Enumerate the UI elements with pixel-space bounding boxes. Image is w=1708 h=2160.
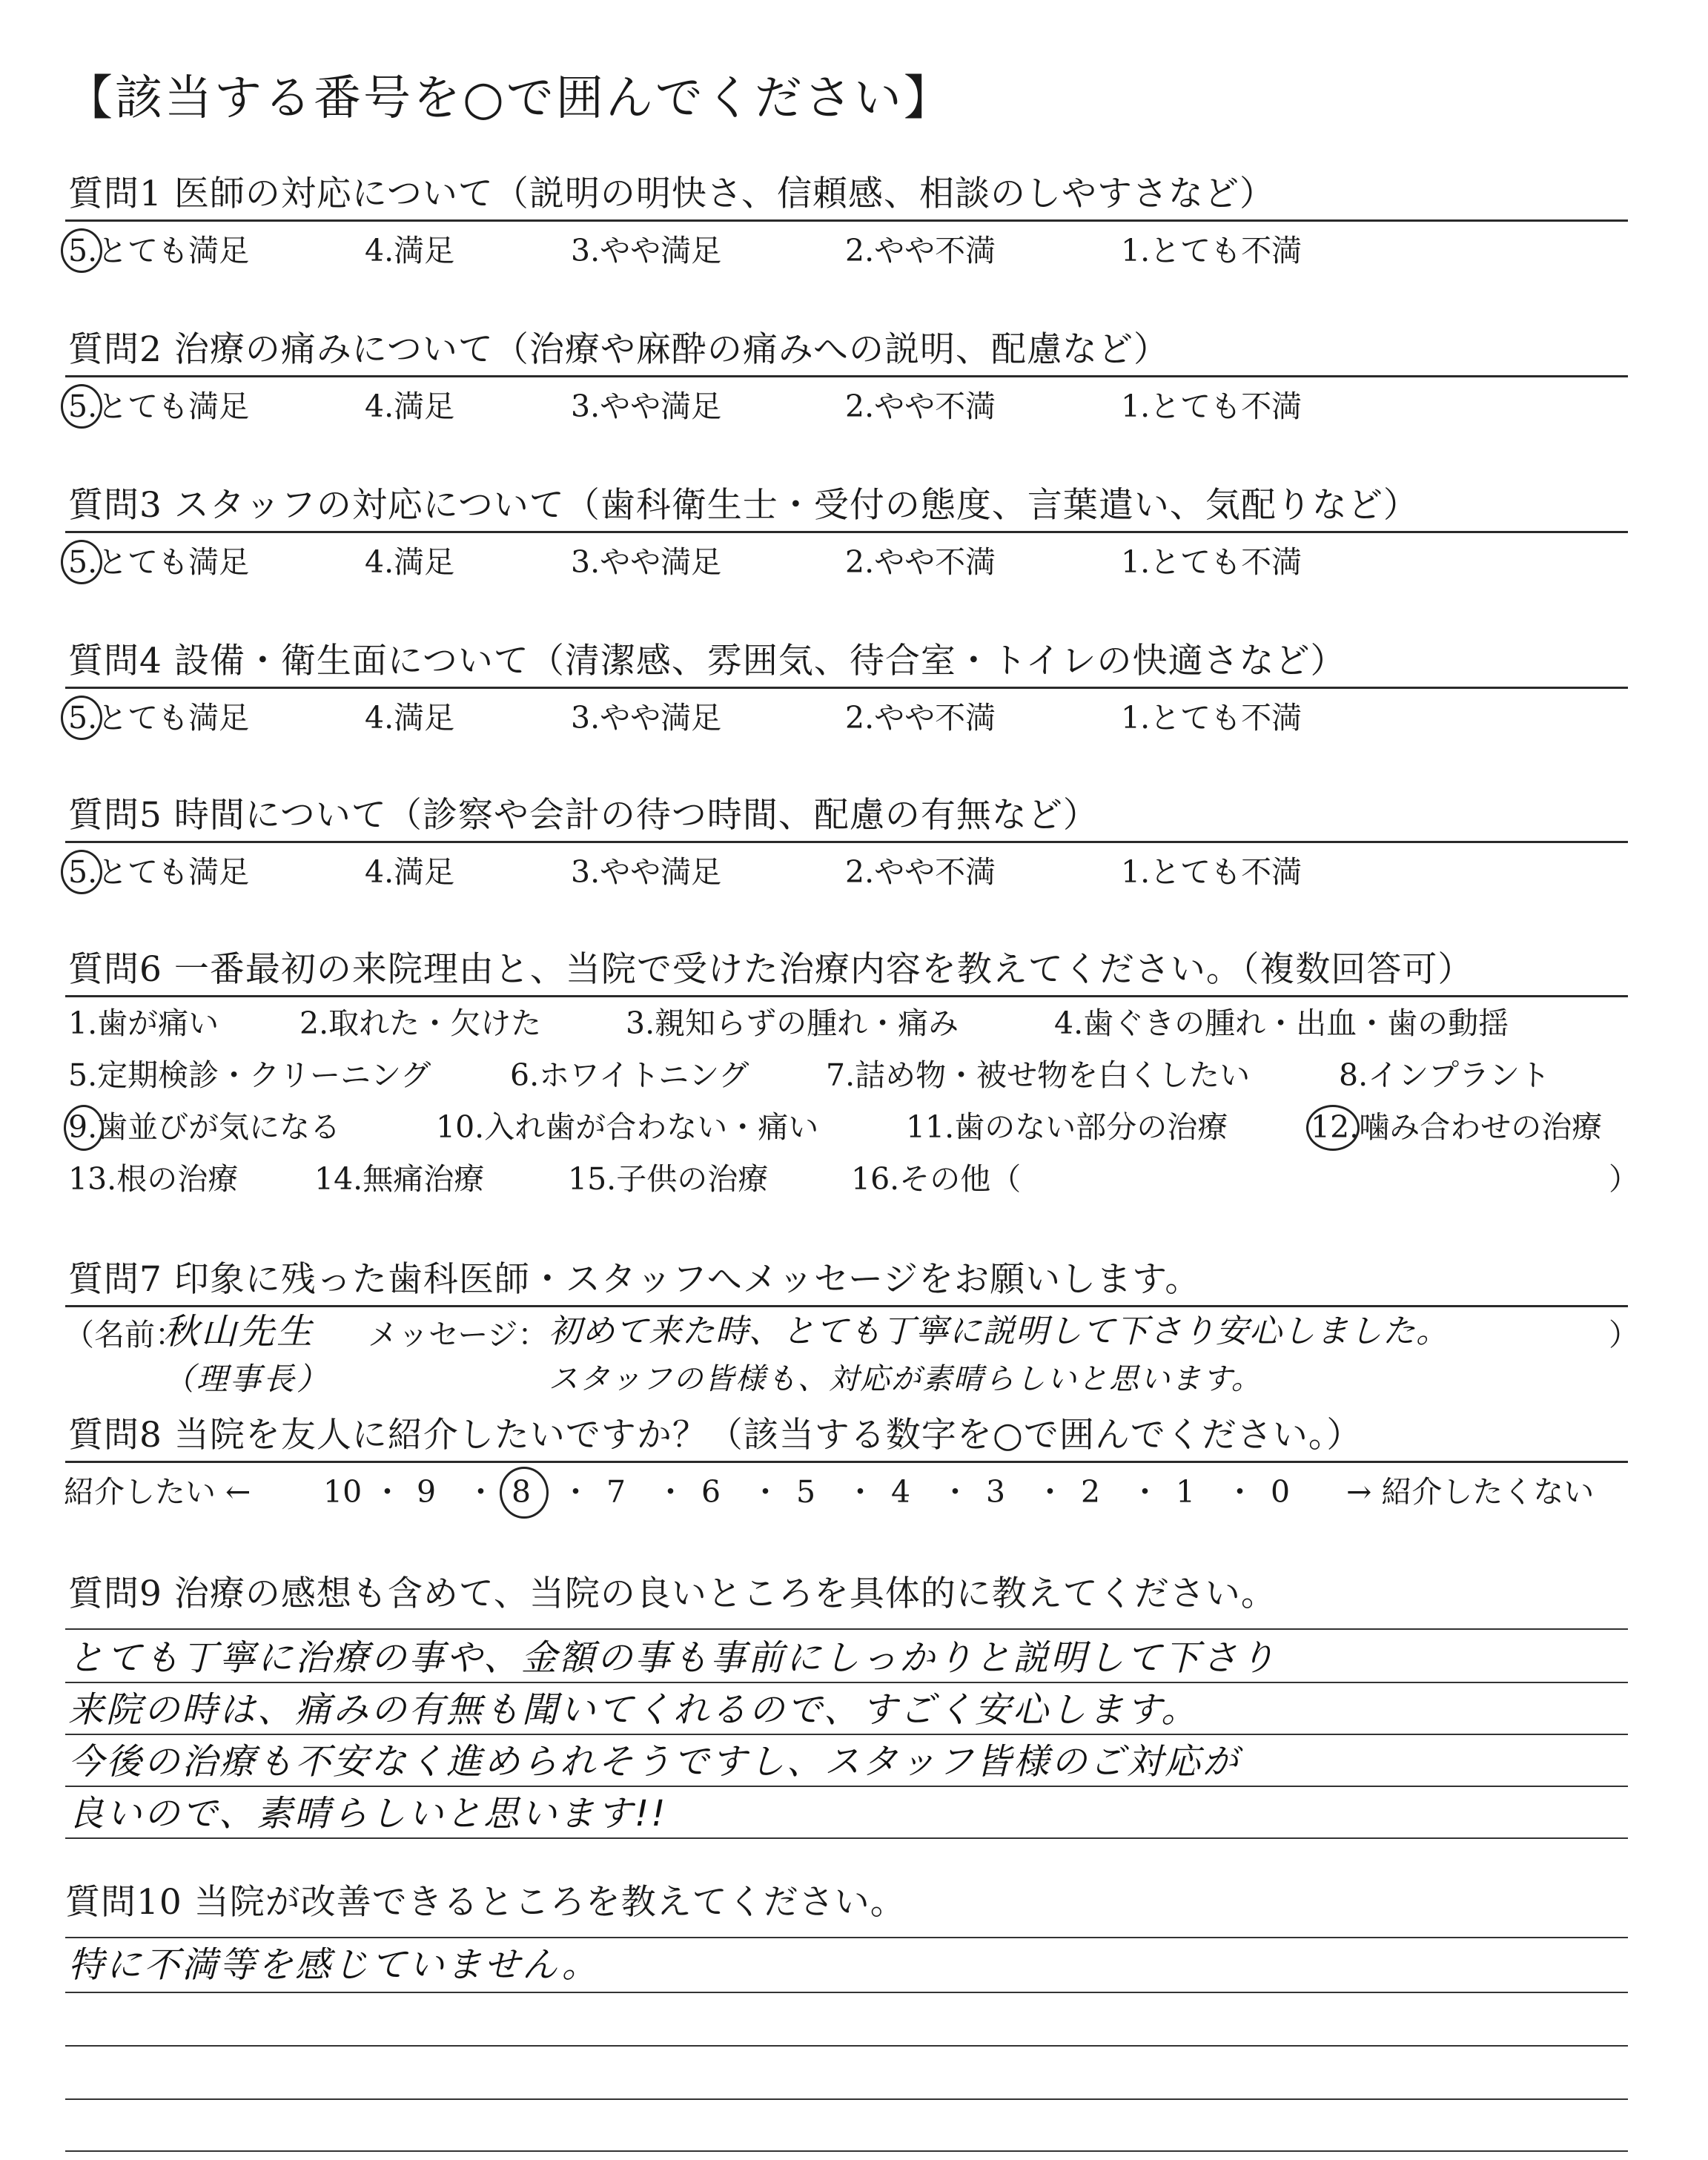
answer-line (65, 2098, 1628, 2100)
rating-option: 2.やや不満 (845, 700, 996, 736)
answer-line (65, 1734, 1628, 1735)
treatment-option: 6.ホワイトニング (510, 1057, 749, 1093)
treatment-option: 15.子供の治療 (568, 1161, 769, 1197)
question-4: 質問4 設備・衛生面について（清潔感、雰囲気、待合室・トイレの快適さなど） (68, 641, 1346, 681)
other-close-paren: ） (1609, 1161, 1639, 1197)
q10-answer-line-1: 特に不満等を感じていません。 (68, 1944, 600, 1986)
scale-left-label: 紹介したい ← (64, 1474, 251, 1510)
scale-dot: ・ (372, 1474, 403, 1510)
scale-dot: ・ (940, 1474, 970, 1510)
rating-option: 1.とても不満 (1121, 700, 1302, 736)
scale-number: 5 (796, 1474, 816, 1510)
scale-dot: ・ (1225, 1474, 1255, 1510)
scale-dot: ・ (466, 1474, 496, 1510)
selection-circle (500, 1467, 549, 1519)
scale-number: 2 (1081, 1474, 1101, 1510)
question-3: 質問3 スタッフの対応について（歯科衛生士・受付の態度、言葉遣い、気配りなど） (68, 485, 1419, 526)
question-9: 質問9 治療の感想も含めて、当院の良いところを具体的に教えてください。 (68, 1573, 1277, 1614)
question-8: 質問8 当院を友人に紹介したいですか？（該当する数字を○で囲んでください。） (68, 1415, 1363, 1456)
answer-line (65, 1628, 1628, 1630)
scale-dot: ・ (560, 1474, 591, 1510)
scale-dot: ・ (1130, 1474, 1160, 1510)
question-6: 質問6 一番最初の来院理由と、当院で受けた治療内容を教えてください。（複数回答可） (68, 949, 1474, 990)
rule-q5 (65, 841, 1628, 843)
q9-answer-line-4: 良いので、素晴らしいと思います!! (68, 1793, 668, 1834)
rating-option: 3.やや満足 (571, 389, 722, 424)
rule-q1 (65, 219, 1628, 222)
rating-option: 5.とても満足 (68, 389, 250, 424)
treatment-option: 12.噛み合わせの治療 (1311, 1109, 1603, 1145)
rating-option: 5.とても満足 (68, 544, 250, 580)
page-title: 【該当する番号を○で囲んでください】 (65, 71, 953, 126)
answer-line (65, 1786, 1628, 1787)
message-label: メッセージ： (368, 1317, 549, 1353)
rating-option: 3.やや満足 (571, 854, 722, 890)
rating-option: 2.やや不満 (845, 544, 996, 580)
selection-circle (61, 384, 102, 429)
treatment-option: 5.定期検診・クリーニング (68, 1057, 431, 1093)
question-2: 質問2 治療の痛みについて（治療や麻酔の痛みへの説明、配慮など） (68, 329, 1169, 370)
name-value: 秋山先生 (163, 1311, 315, 1353)
message-line-2: スタッフの皆様も、対応が素晴らしいと思います。 (549, 1362, 1262, 1396)
name-sub: （理事長） (163, 1361, 331, 1397)
rule-q8 (65, 1461, 1628, 1463)
treatment-option: 2.取れた・欠けた (299, 1005, 542, 1041)
treatment-option: 16.その他（ (851, 1161, 1022, 1197)
treatment-option: 14.無痛治療 (314, 1161, 485, 1197)
scale-number: 8 (512, 1474, 532, 1510)
treatment-option: 13.根の治療 (68, 1161, 239, 1197)
question-7: 質問7 印象に残った歯科医師・スタッフへメッセージをお願いします。 (68, 1259, 1201, 1300)
q9-answer-line-1: とても丁寧に治療の事や、金額の事も事前にしっかりと説明して下さり (68, 1637, 1278, 1679)
rating-option: 4.満足 (365, 854, 455, 890)
rating-option: 1.とても不満 (1121, 544, 1302, 580)
q9-answer-line-3: 今後の治療も不安なく進められそうですし、スタッフ皆様のご対応が (68, 1741, 1241, 1783)
rule-q6 (65, 995, 1628, 997)
rating-option: 5.とても満足 (68, 233, 250, 268)
scale-number: 0 (1271, 1474, 1291, 1510)
selection-circle (61, 696, 102, 740)
treatment-option: 10.入れ歯が合わない・痛い (436, 1109, 819, 1145)
treatment-option: 4.歯ぐきの腫れ・出血・歯の動揺 (1054, 1005, 1509, 1041)
rating-option: 5.とても満足 (68, 700, 250, 736)
scale-dot: ・ (750, 1474, 781, 1510)
rating-option: 4.満足 (365, 544, 455, 580)
selection-circle (64, 1105, 104, 1151)
scale-dot: ・ (655, 1474, 686, 1510)
answer-line (65, 1837, 1628, 1839)
treatment-option: 3.親知らずの腫れ・痛み (626, 1005, 959, 1041)
treatment-option: 11.歯のない部分の治療 (906, 1109, 1228, 1145)
treatment-option: 9.歯並びが気になる (68, 1109, 341, 1145)
scale-dot: ・ (845, 1474, 875, 1510)
rating-option: 3.やや満足 (571, 700, 722, 736)
scale-number: 7 (606, 1474, 626, 1510)
scale-dot: ・ (1035, 1474, 1065, 1510)
treatment-option: 8.インプラント (1339, 1057, 1551, 1093)
rating-option: 1.とても不満 (1121, 854, 1302, 890)
message-close-paren: ） (1609, 1317, 1639, 1353)
rating-option: 4.満足 (365, 389, 455, 424)
rule-q2 (65, 375, 1628, 377)
answer-line (65, 1937, 1628, 1938)
selection-circle (61, 850, 102, 894)
rating-option: 2.やや不満 (845, 854, 996, 890)
question-1: 質問1 医師の対応について（説明の明快さ、信頼感、相談のしやすさなど） (68, 174, 1276, 214)
answer-line (65, 1682, 1628, 1683)
question-5: 質問5 時間について（診察や会計の待つ時間、配慮の有無など） (68, 795, 1099, 836)
question-10: 質問10 当院が改善できるところを教えてください。 (65, 1882, 906, 1923)
name-label: （名前： (64, 1317, 185, 1353)
treatment-option: 1.歯が痛い (68, 1005, 219, 1041)
rating-option: 2.やや不満 (845, 233, 996, 268)
rule-q4 (65, 687, 1628, 689)
scale-number: 6 (701, 1474, 721, 1510)
scale-number: 4 (891, 1474, 911, 1510)
answer-line (65, 1992, 1628, 1993)
rating-option: 1.とても不満 (1121, 389, 1302, 424)
q9-answer-line-2: 来院の時は、痛みの有無も聞いてくれるので、すごく安心します。 (68, 1689, 1199, 1731)
answer-line (65, 2045, 1628, 2047)
scale-number: 1 (1176, 1474, 1196, 1510)
scale-number: 10 (323, 1474, 363, 1510)
rating-option: 1.とても不満 (1121, 233, 1302, 268)
selection-circle (61, 540, 102, 584)
rating-option: 4.満足 (365, 700, 455, 736)
treatment-option: 7.詰め物・被せ物を白くしたい (826, 1057, 1251, 1093)
scale-number: 9 (417, 1474, 437, 1510)
rating-option: 3.やや満足 (571, 544, 722, 580)
rule-q7 (65, 1305, 1628, 1307)
answer-line (65, 2150, 1628, 2152)
selection-circle (61, 228, 102, 273)
message-line-1: 初めて来た時、とても丁寧に説明して下さり安心しました。 (549, 1312, 1449, 1350)
scale-number: 3 (986, 1474, 1006, 1510)
rating-option: 3.やや満足 (571, 233, 722, 268)
rule-q3 (65, 531, 1628, 533)
scale-right-label: → 紹介したくない (1346, 1474, 1595, 1510)
rating-option: 2.やや不満 (845, 389, 996, 424)
selection-circle (1306, 1105, 1360, 1151)
rating-option: 5.とても満足 (68, 854, 250, 890)
rating-option: 4.満足 (365, 233, 455, 268)
